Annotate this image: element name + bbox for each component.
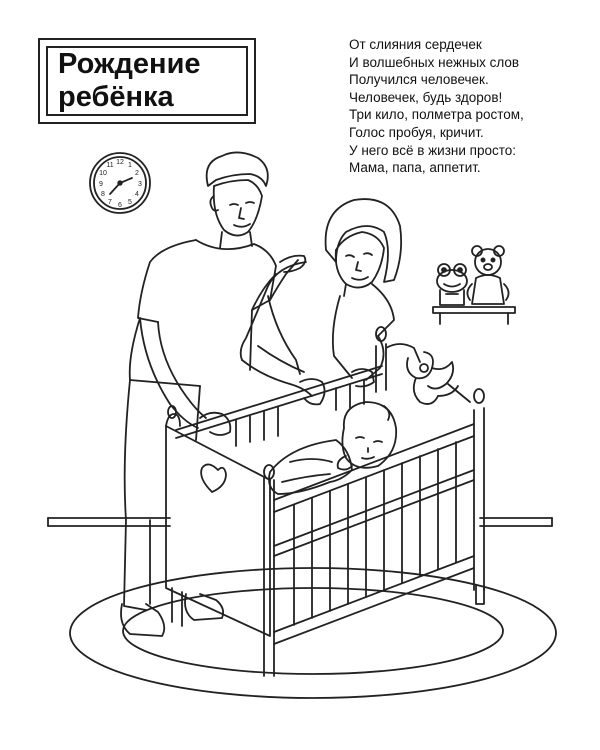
- title-line-2: ребёнка: [58, 81, 174, 113]
- clock-number: 2: [135, 170, 139, 177]
- clock-number: 11: [106, 162, 114, 169]
- clock-number: 4: [135, 191, 139, 198]
- clock-number: 7: [108, 199, 112, 206]
- toy-shelf: [433, 307, 515, 324]
- clock-icon: [90, 153, 150, 213]
- clock-number: 3: [138, 181, 142, 188]
- poem-line: Голос пробуя, кричит.: [349, 124, 484, 140]
- clock-number: 12: [116, 159, 124, 166]
- poem-line: Мама, папа, аппетит.: [349, 160, 481, 176]
- baby-figure: [269, 402, 396, 494]
- clock-number: 1: [128, 162, 132, 169]
- father-figure: [121, 152, 305, 636]
- poem-line: Человечек, будь здоров!: [349, 89, 503, 105]
- mother-figure: [241, 199, 401, 404]
- poem-line: От слияния сердечек: [349, 37, 482, 52]
- toy-frog-icon: [437, 264, 467, 305]
- baby-crib: [166, 327, 484, 676]
- clock-number: 6: [118, 202, 122, 209]
- toy-teddy-bear-icon: [467, 246, 508, 304]
- poem-line: Получился человечек.: [349, 72, 489, 88]
- poem-line: У него всё в жизни просто:: [349, 142, 517, 158]
- clock-number: 5: [128, 199, 132, 206]
- title-line-1: Рождение: [58, 48, 201, 80]
- crib-rattle-icon: [386, 344, 470, 404]
- poem-line: И волшебных нежных слов: [349, 54, 520, 70]
- clock-number: 9: [99, 181, 103, 188]
- poem-line: Три кило, полметра ростом,: [349, 107, 524, 123]
- clock-number: 10: [99, 170, 107, 177]
- clock-number: 8: [101, 191, 105, 198]
- floor-baseboard: [48, 518, 552, 526]
